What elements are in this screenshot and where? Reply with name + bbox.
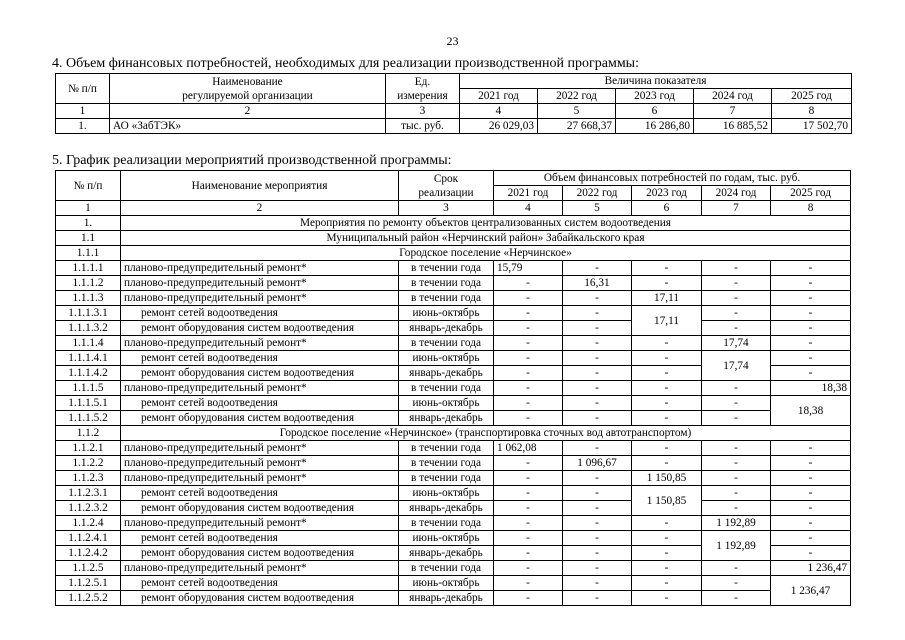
- table-cell: -: [632, 561, 702, 576]
- year-header: 2025 год: [772, 89, 852, 104]
- table-cell: планово-предупредительный ремонт*: [121, 561, 399, 576]
- table-cell: 8: [771, 201, 851, 216]
- table-cell: -: [494, 501, 563, 516]
- col-org-header: Наименование регулируемой организации: [110, 74, 386, 104]
- col-value-header: Объем финансовых потребностей по годам, тыс. руб.: [494, 171, 851, 186]
- table-cell: 3: [399, 201, 494, 216]
- page-number: 23: [446, 34, 459, 48]
- table-cell: 1 192,89: [702, 516, 771, 531]
- table-cell: 8: [772, 104, 852, 119]
- table-cell: -: [494, 471, 563, 486]
- table-cell: 4: [460, 104, 538, 119]
- table-cell: -: [494, 291, 563, 306]
- table-cell: планово-предупредительный ремонт*: [121, 441, 399, 456]
- table-cell: -: [771, 276, 851, 291]
- table-cell: -: [632, 516, 702, 531]
- table-cell: Городское поселение «Нерчинское» (транспортировка сточных вод автотранспортом): [121, 426, 851, 441]
- table-cell: -: [494, 366, 563, 381]
- table-cell: 1.1.1.5.1: [56, 396, 121, 411]
- table-cell: -: [632, 546, 702, 561]
- table-cell: -: [632, 591, 702, 606]
- table-cell: ремонт оборудования систем водоотведения: [121, 321, 399, 336]
- table-cell: в течении года: [399, 456, 494, 471]
- table-cell: в течении года: [399, 471, 494, 486]
- table-cell: -: [632, 261, 702, 276]
- table-cell: 7: [702, 201, 771, 216]
- table-cell: -: [771, 366, 851, 381]
- table-cell: ремонт сетей водоотведения: [121, 486, 399, 501]
- table-cell: -: [702, 261, 771, 276]
- table-cell: июнь-октябрь: [399, 351, 494, 366]
- table-cell: 1: [56, 104, 110, 119]
- table-row: [56, 411, 851, 426]
- table-cell: тыс. руб.: [386, 119, 460, 134]
- table-cell: 1.1.1.3: [56, 291, 121, 306]
- table-cell: 1 062,08: [494, 441, 563, 456]
- table-cell: -: [771, 531, 851, 546]
- table-cell: -: [702, 441, 771, 456]
- table-cell: 1 236,47: [771, 561, 851, 576]
- table-cell: -: [494, 381, 563, 396]
- table-cell: 1.: [56, 216, 121, 231]
- col-value-header: Величина показателя: [460, 74, 852, 89]
- table-cell: -: [494, 531, 563, 546]
- table-cell: -: [632, 366, 702, 381]
- table-cell: -: [563, 501, 632, 516]
- table-row: [56, 306, 851, 321]
- table-cell: 1.1.2.1: [56, 441, 121, 456]
- table-cell: 1: [56, 201, 121, 216]
- table-cell: в течении года: [399, 516, 494, 531]
- table-cell: 1.1.2.2: [56, 456, 121, 471]
- table-cell: 7: [694, 104, 772, 119]
- table-cell: январь-декабрь: [399, 591, 494, 606]
- table-cell: 3: [386, 104, 460, 119]
- table-cell: -: [494, 351, 563, 366]
- table-row: [56, 396, 851, 411]
- table-cell: -: [702, 276, 771, 291]
- table-cell: в течении года: [399, 441, 494, 456]
- table-cell: -: [702, 411, 771, 426]
- table-cell: 27 668,37: [538, 119, 616, 134]
- table-cell: июнь-октябрь: [399, 306, 494, 321]
- table-cell: 15,79: [494, 261, 563, 276]
- table-cell: -: [494, 456, 563, 471]
- table-cell: -: [563, 411, 632, 426]
- table-cell: планово-предупредительный ремонт*: [121, 471, 399, 486]
- table-cell: 1.1.2.3: [56, 471, 121, 486]
- table-row: [56, 516, 851, 531]
- table-cell: планово-предупредительный ремонт*: [121, 276, 399, 291]
- table-cell: Городское поселение «Нерчинское»: [121, 246, 851, 261]
- table-cell: ремонт сетей водоотведения: [121, 396, 399, 411]
- table-cell: -: [494, 411, 563, 426]
- table-cell: январь-декабрь: [399, 411, 494, 426]
- table-cell: 17,74: [702, 336, 771, 351]
- table-cell: ремонт оборудования систем водоотведения: [121, 411, 399, 426]
- table-cell: 1.1.1.5: [56, 381, 121, 396]
- table-cell: 1.1.2.3.1: [56, 486, 121, 501]
- table-cell: июнь-октябрь: [399, 396, 494, 411]
- table-cell: -: [494, 306, 563, 321]
- table-cell: -: [632, 381, 702, 396]
- table-row: [56, 291, 851, 306]
- table-cell: январь-декабрь: [399, 321, 494, 336]
- table-cell: -: [771, 441, 851, 456]
- table-cell: -: [563, 336, 632, 351]
- table-cell: 17,11: [632, 291, 702, 306]
- financial-needs-table: [55, 73, 852, 134]
- table-cell: -: [494, 321, 563, 336]
- table-cell: 1 236,47: [771, 576, 851, 606]
- table-cell: 1 096,67: [563, 456, 632, 471]
- table-row: [56, 441, 851, 456]
- table-cell: 17 502,70: [772, 119, 852, 134]
- group-row: [56, 216, 851, 231]
- group-row: [56, 231, 851, 246]
- table-cell: -: [563, 261, 632, 276]
- table-cell: -: [771, 321, 851, 336]
- table-cell: 6: [632, 201, 702, 216]
- table-cell: 1.1.1.3.1: [56, 306, 121, 321]
- col-name-header: Наименование мероприятия: [121, 171, 399, 201]
- table-cell: 1.1.2.5.2: [56, 591, 121, 606]
- table-row: [56, 486, 851, 501]
- table-cell: 1.1.1: [56, 246, 121, 261]
- table-cell: -: [702, 291, 771, 306]
- table-row: [56, 531, 851, 546]
- table-cell: -: [771, 546, 851, 561]
- table-cell: -: [494, 546, 563, 561]
- table-cell: -: [494, 396, 563, 411]
- table-cell: июнь-октябрь: [399, 531, 494, 546]
- table-cell: 1.1.2: [56, 426, 121, 441]
- table-cell: 1 192,89: [702, 531, 771, 561]
- year-header: 2024 год: [702, 186, 771, 201]
- table-cell: 17,74: [702, 351, 771, 381]
- year-header: 2022 год: [563, 186, 632, 201]
- table-cell: 4: [494, 201, 563, 216]
- table-cell: -: [702, 561, 771, 576]
- table-cell: 1.1.1.4.2: [56, 366, 121, 381]
- table-row: [56, 591, 851, 606]
- table-cell: 1.1.2.5.1: [56, 576, 121, 591]
- table-cell: январь-декабрь: [399, 366, 494, 381]
- table-cell: 1.1.1.1: [56, 261, 121, 276]
- table-cell: 1.1.2.4: [56, 516, 121, 531]
- table-cell: 16 885,52: [694, 119, 772, 134]
- table-cell: 1.1.1.4.1: [56, 351, 121, 366]
- table-cell: в течении года: [399, 561, 494, 576]
- table-cell: -: [563, 441, 632, 456]
- table-cell: АО «ЗабТЭК»: [110, 119, 386, 134]
- table-cell: Муниципальный район «Нерчинский район» Забайкальского края: [121, 231, 851, 246]
- table-cell: -: [563, 531, 632, 546]
- table-cell: -: [632, 531, 702, 546]
- table-cell: в течении года: [399, 276, 494, 291]
- table-cell: Мероприятия по ремонту объектов централизованных систем водоотведения: [121, 216, 851, 231]
- table-cell: планово-предупредительный ремонт*: [121, 516, 399, 531]
- table-row: [56, 471, 851, 486]
- table-cell: -: [771, 291, 851, 306]
- table-row: [56, 456, 851, 471]
- table-cell: -: [563, 291, 632, 306]
- table-cell: -: [563, 396, 632, 411]
- year-header: 2023 год: [616, 89, 694, 104]
- table-cell: -: [563, 471, 632, 486]
- table-cell: -: [702, 396, 771, 411]
- year-header: 2023 год: [632, 186, 702, 201]
- table-cell: ремонт оборудования систем водоотведения: [121, 546, 399, 561]
- table-cell: -: [632, 396, 702, 411]
- table-cell: 2: [121, 201, 399, 216]
- table-cell: -: [563, 576, 632, 591]
- section-5-heading: 5. График реализации мероприятий производственной программы:: [52, 153, 452, 168]
- table-cell: -: [563, 306, 632, 321]
- year-header: 2021 год: [494, 186, 563, 201]
- table-cell: ремонт сетей водоотведения: [121, 306, 399, 321]
- table-cell: 1.1.2.3.2: [56, 501, 121, 516]
- table-cell: 18,38: [771, 396, 851, 426]
- table-cell: в течении года: [399, 381, 494, 396]
- table-cell: -: [494, 336, 563, 351]
- col-term-header: Срок реализации: [399, 171, 494, 201]
- table-cell: -: [702, 486, 771, 501]
- table-cell: -: [494, 591, 563, 606]
- table-cell: -: [771, 516, 851, 531]
- table-cell: планово-предупредительный ремонт*: [121, 381, 399, 396]
- table-cell: ремонт оборудования систем водоотведения: [121, 591, 399, 606]
- table-cell: 1.1.1.4: [56, 336, 121, 351]
- table-cell: 18,38: [771, 381, 851, 396]
- table-cell: ремонт сетей водоотведения: [121, 531, 399, 546]
- table-row: [56, 336, 851, 351]
- table-cell: 16,31: [563, 276, 632, 291]
- table-cell: июнь-октябрь: [399, 576, 494, 591]
- year-header: 2022 год: [538, 89, 616, 104]
- col-unit-header: Ед. измерения: [386, 74, 460, 104]
- group-row: [56, 426, 851, 441]
- table-cell: -: [771, 456, 851, 471]
- table-cell: -: [563, 381, 632, 396]
- table-cell: 1.1.2.4.1: [56, 531, 121, 546]
- table-cell: -: [563, 351, 632, 366]
- col-num-header: № п/п: [56, 171, 121, 201]
- table-cell: январь-декабрь: [399, 501, 494, 516]
- table-cell: -: [494, 516, 563, 531]
- table-cell: -: [702, 591, 771, 606]
- table-cell: 5: [538, 104, 616, 119]
- table-cell: -: [563, 321, 632, 336]
- table-cell: -: [494, 276, 563, 291]
- table-cell: -: [771, 351, 851, 366]
- table-cell: планово-предупредительный ремонт*: [121, 291, 399, 306]
- table-row: [56, 261, 851, 276]
- table-cell: планово-предупредительный ремонт*: [121, 261, 399, 276]
- table-row: [56, 276, 851, 291]
- index-row: [56, 104, 852, 119]
- table-cell: 16 286,80: [616, 119, 694, 134]
- table-cell: -: [563, 516, 632, 531]
- year-header: 2021 год: [460, 89, 538, 104]
- table-cell: в течении года: [399, 261, 494, 276]
- table-cell: 5: [563, 201, 632, 216]
- table-cell: планово-предупредительный ремонт*: [121, 336, 399, 351]
- table-row: [56, 351, 851, 366]
- section-4-heading: 4. Объем финансовых потребностей, необходимых для реализации производственной программы:: [52, 56, 639, 71]
- index-row: [56, 201, 851, 216]
- table-cell: -: [632, 336, 702, 351]
- table-row: [56, 321, 851, 336]
- table-cell: -: [494, 576, 563, 591]
- table-cell: -: [702, 471, 771, 486]
- table-cell: -: [771, 336, 851, 351]
- table-cell: ремонт сетей водоотведения: [121, 576, 399, 591]
- table-cell: 6: [616, 104, 694, 119]
- table-cell: 1.1.1.2: [56, 276, 121, 291]
- table-cell: ремонт оборудования систем водоотведения: [121, 366, 399, 381]
- table-cell: -: [702, 306, 771, 321]
- table-cell: -: [702, 501, 771, 516]
- group-row: [56, 246, 851, 261]
- table-cell: -: [563, 366, 632, 381]
- table-cell: -: [702, 456, 771, 471]
- table-cell: 1 150,85: [632, 486, 702, 516]
- table-row: [56, 576, 851, 591]
- table-cell: -: [771, 471, 851, 486]
- table-cell: 2: [110, 104, 386, 119]
- table-cell: -: [771, 501, 851, 516]
- table-cell: ремонт сетей водоотведения: [121, 351, 399, 366]
- table-row: [56, 561, 851, 576]
- table-cell: -: [702, 576, 771, 591]
- table-cell: в течении года: [399, 336, 494, 351]
- table-cell: 1.1.1.3.2: [56, 321, 121, 336]
- table-cell: 1.1.2.5: [56, 561, 121, 576]
- table-cell: в течении года: [399, 291, 494, 306]
- table-cell: -: [494, 486, 563, 501]
- table-cell: 1.1.2.4.2: [56, 546, 121, 561]
- table-cell: -: [563, 486, 632, 501]
- table-cell: 1 150,85: [632, 471, 702, 486]
- table-cell: -: [563, 546, 632, 561]
- table-cell: -: [632, 456, 702, 471]
- table-cell: -: [702, 321, 771, 336]
- table-cell: -: [632, 576, 702, 591]
- table-cell: 1.1.1.5.2: [56, 411, 121, 426]
- table-cell: планово-предупредительный ремонт*: [121, 456, 399, 471]
- schedule-table: [55, 170, 851, 606]
- table-row: [56, 119, 852, 134]
- table-cell: -: [771, 486, 851, 501]
- table-cell: 1.: [56, 119, 110, 134]
- table-cell: -: [563, 561, 632, 576]
- year-header: 2024 год: [694, 89, 772, 104]
- table-cell: -: [632, 351, 702, 366]
- table-cell: -: [702, 381, 771, 396]
- table-cell: -: [632, 276, 702, 291]
- table-cell: 26 029,03: [460, 119, 538, 134]
- table-cell: ремонт оборудования систем водоотведения: [121, 501, 399, 516]
- year-header: 2025 год: [771, 186, 851, 201]
- table-cell: -: [632, 411, 702, 426]
- table-cell: -: [771, 306, 851, 321]
- table-cell: -: [563, 591, 632, 606]
- table-cell: -: [494, 561, 563, 576]
- table-cell: -: [771, 261, 851, 276]
- table-cell: 17,11: [632, 306, 702, 336]
- table-cell: -: [632, 441, 702, 456]
- table-cell: 1.1: [56, 231, 121, 246]
- table-cell: июнь-октябрь: [399, 486, 494, 501]
- table-row: [56, 501, 851, 516]
- col-num-header: № п/п: [56, 74, 110, 104]
- table-row: [56, 381, 851, 396]
- table-cell: январь-декабрь: [399, 546, 494, 561]
